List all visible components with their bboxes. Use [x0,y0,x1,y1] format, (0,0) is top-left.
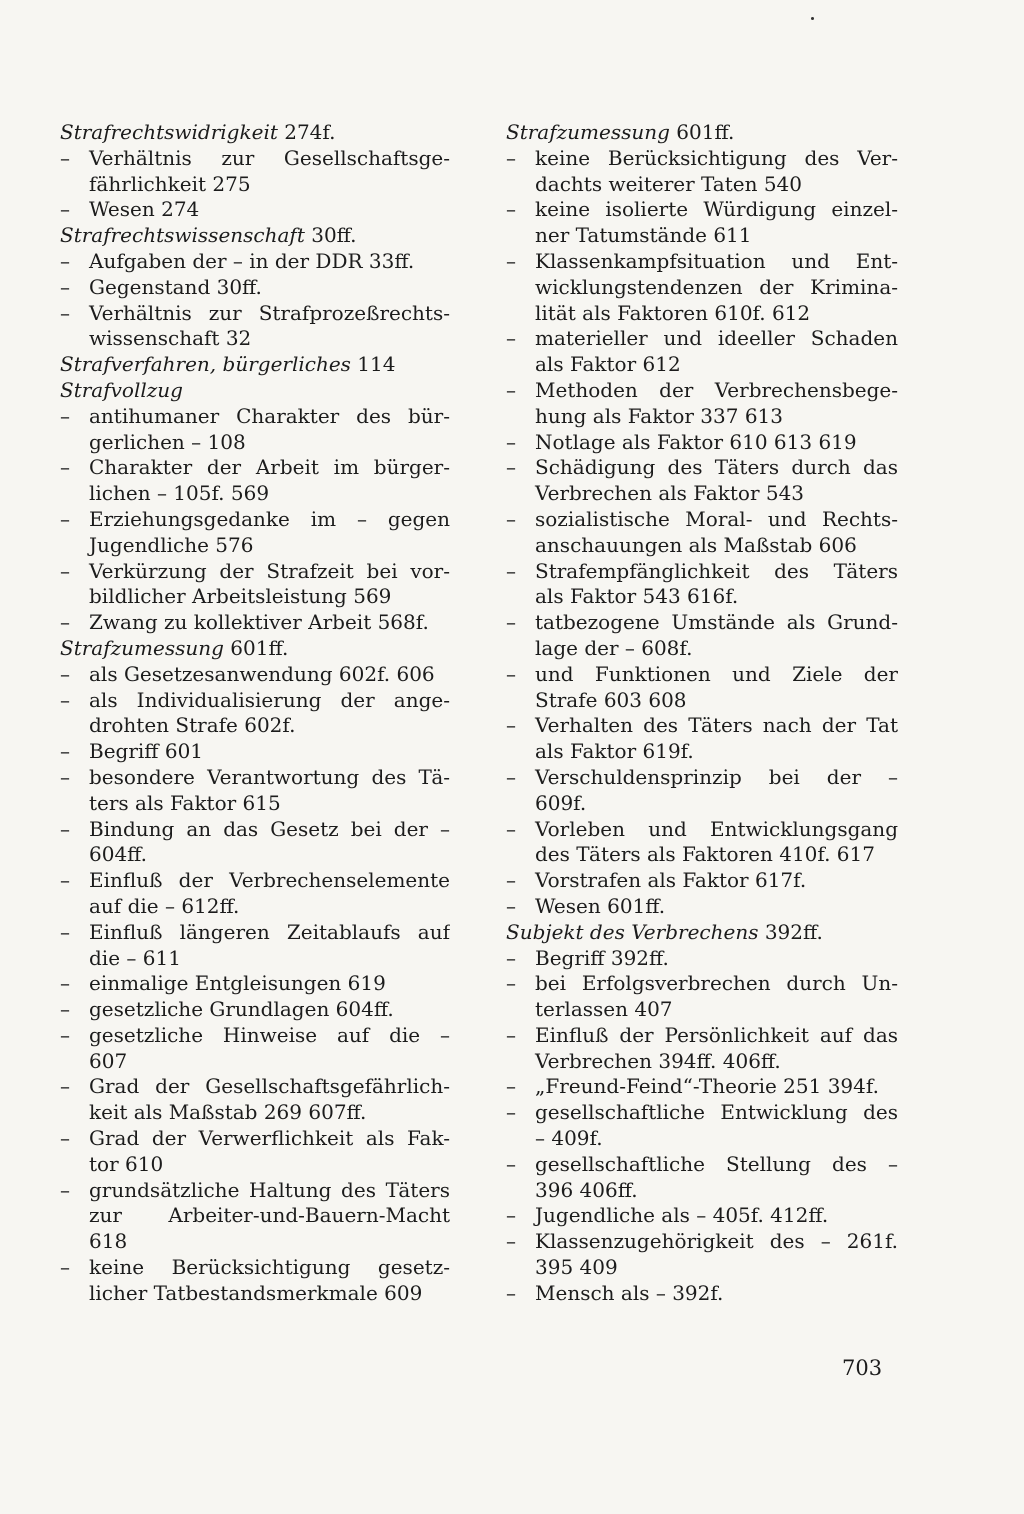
index-subentry-text: Verhältnis zur Strafprozeßrechts- [89,300,450,325]
index-dash: – [60,248,70,273]
index-subentry-text: Aufgaben der – in der DDR 33ff. [89,248,415,273]
index-dash: – [60,661,70,686]
index-continuation: ner Tatumstände 611 [535,223,752,248]
index-page-reference: 114 [350,352,396,377]
index-subentry-text: Vorleben und Entwicklungsgang [535,816,898,841]
index-headword-line [506,920,898,946]
index-subentry [60,1023,450,1049]
index-subentry-text: Notlage als Faktor 610 613 619 [535,429,857,454]
index-dash: – [506,558,516,583]
index-subentry-text: keine isolierte Würdigung einzel- [535,197,898,222]
index-subentry-text: Schädigung des Täters durch das [535,455,898,480]
index-page-reference: 30ff. [304,223,357,248]
index-subentry [60,455,450,481]
index-continuation: fährlichkeit 275 [89,171,251,196]
index-subentry-text: Verhalten des Täters nach der Tat [535,713,898,738]
index-continuation: wissenschaft 32 [89,326,252,351]
index-subentry [506,971,898,997]
index-continuation: bildlicher Arbeitsleistung 569 [89,584,392,609]
index-continuation: wicklungstendenzen der Krimina- [535,274,898,299]
index-dash: – [60,919,70,944]
index-continuation: 609f. [535,790,587,815]
index-dash: – [60,1177,70,1202]
index-dash: – [506,713,516,738]
index-continuation: – 409f. [535,1126,603,1151]
index-continuation: tor 610 [89,1151,164,1176]
index-dash: – [506,764,516,789]
index-dash: – [60,197,70,222]
index-subentry-text: Zwang zu kollektiver Arbeit 568f. [89,610,429,635]
index-continuation: licher Tatbestandsmerkmale 609 [89,1280,423,1305]
index-page-reference: 392ff. [758,919,823,944]
index-subentry [506,1100,898,1126]
index-subentry-text: gesetzliche Hinweise auf die – [89,1022,450,1047]
index-continuation: 604ff. [89,842,148,867]
index-dash: – [506,197,516,222]
index-subentry [506,1281,898,1307]
index-dash: – [60,1126,70,1151]
scan-speck [811,17,814,20]
index-subentry [60,559,450,585]
index-subentry-text: bei Erfolgsverbrechen durch Un- [535,971,898,996]
index-subentry-text: Grad der Verwerflichkeit als Fak- [89,1126,450,1151]
index-subentry-text: besondere Verantwortung des Tä- [89,764,450,789]
index-dash: – [60,558,70,583]
index-subentry [506,1229,898,1255]
index-subentry [60,817,450,843]
index-headword-line [60,223,450,249]
index-subentry-text: Bindung an das Gesetz bei der – [89,816,450,841]
index-continuation: 618 [89,1229,128,1254]
index-dash: – [506,1229,516,1254]
index-subentry [60,1074,450,1100]
index-headword: Strafrechtswidrigkeit [60,120,278,144]
index-subentry [60,507,450,533]
index-subentry-text: antihumaner Charakter des bür- [89,403,450,428]
index-subentry [506,946,898,972]
index-continuation: keit als Maßstab 269 607ff. [89,1100,367,1125]
index-subentry [60,146,450,172]
index-dash: – [506,248,516,273]
index-continuation: die – 611 [89,945,181,970]
index-dash: – [60,997,70,1022]
index-subentry-text: Vorstrafen als Faktor 617f. [535,868,807,893]
index-subentry-text: Einfluß der Persönlichkeit auf das [535,1022,898,1047]
index-dash: – [60,739,70,764]
index-dash: – [506,610,516,635]
index-subentry [60,920,450,946]
index-subentry-text: Erziehungsgedanke im – gegen [89,506,450,531]
index-subentry [60,662,450,688]
index-column-right [506,120,898,1307]
index-subentry [506,1203,898,1229]
index-dash: – [506,1203,516,1228]
index-continuation: des Täters als Faktoren 410f. 617 [535,842,875,867]
index-subentry [506,1152,898,1178]
index-headword: Strafzumessung [506,120,670,144]
index-dash: – [506,455,516,480]
index-dash: – [60,868,70,893]
index-subentry-text: einmalige Entgleisungen 619 [89,971,386,996]
index-dash: – [506,868,516,893]
index-continuation: anschauungen als Maßstab 606 [535,532,857,557]
index-subentry-text: Wesen 601ff. [535,893,666,918]
index-subentry [60,1178,450,1204]
index-subentry [506,817,898,843]
index-subentry [60,610,450,636]
index-dash: – [60,610,70,635]
index-subentry-text: Charakter der Arbeit im bürger- [89,455,450,480]
index-subentry [60,197,450,223]
index-subentry [506,378,898,404]
index-subentry [60,765,450,791]
index-continuation: 396 406ff. [535,1177,638,1202]
index-subentry [60,1255,450,1281]
index-continuation: ters als Faktor 615 [89,790,281,815]
index-subentry [60,739,450,765]
index-subentry-text: materieller und ideeller Schaden [535,326,898,351]
index-subentry [60,997,450,1023]
index-continuation: drohten Strafe 602f. [89,713,296,738]
index-dash: – [60,145,70,170]
index-headword: Subjekt des Verbrechens [506,919,759,944]
index-dash: – [60,300,70,325]
index-continuation: lage der – 608f. [535,635,693,660]
index-dash: – [506,816,516,841]
index-subentry [60,1126,450,1152]
index-subentry-text: Begriff 392ff. [535,945,669,970]
index-subentry-text: Mensch als – 392f. [535,1280,724,1305]
index-dash: – [60,687,70,712]
index-subentry [60,971,450,997]
index-subentry [506,765,898,791]
index-dash: – [506,1074,516,1099]
index-headword-line [60,636,450,662]
index-continuation: Jugendliche 576 [89,532,254,557]
index-subentry [506,197,898,223]
index-subentry-text: „Freund-Feind“-Theorie 251 394f. [535,1074,879,1099]
index-subentry-text: Begriff 601 [89,739,204,764]
index-dash: – [60,1255,70,1280]
index-subentry-text: Wesen 274 [89,197,200,222]
index-column-left [60,120,450,1307]
index-dash: – [60,816,70,841]
index-subentry-text: gesellschaftliche Stellung des – [535,1151,898,1176]
index-dash: – [60,506,70,531]
index-continuation: lität als Faktoren 610f. 612 [535,300,811,325]
index-subentry [60,249,450,275]
index-subentry [506,1023,898,1049]
index-subentry-text: Einfluß längeren Zeitablaufs auf [89,919,450,944]
index-continuation: als Faktor 543 616f. [535,584,739,609]
index-continuation: terlassen 407 [535,997,673,1022]
index-subentry [506,559,898,585]
index-subentry [60,868,450,894]
index-subentry-text: Jugendliche als – 405f. 412ff. [535,1203,829,1228]
index-subentry [506,662,898,688]
index-continuation: 607 [89,1048,128,1073]
index-dash: – [60,274,70,299]
index-dash: – [506,145,516,170]
index-dash: – [506,1022,516,1047]
index-continuation: 395 409 [535,1255,618,1280]
index-subentry-text: tatbezogene Umstände als Grund- [535,610,898,635]
index-subentry-text: Einfluß der Verbrechenselemente [89,868,450,893]
index-dash: – [506,1280,516,1305]
index-continuation: lichen – 105f. 569 [89,481,270,506]
index-subentry-text: und Funktionen und Ziele der [535,661,898,686]
index-subentry-text: Gegenstand 30ff. [89,274,262,299]
index-dash: – [506,326,516,351]
index-subentry [506,894,898,920]
index-subentry [506,455,898,481]
index-subentry-text: grundsätzliche Haltung des Täters [89,1177,450,1202]
index-subentry [506,146,898,172]
index-continuation: hung als Faktor 337 613 [535,403,784,428]
index-subentry [506,868,898,894]
index-subentry-text: gesetzliche Grundlagen 604ff. [89,997,394,1022]
index-page-reference: 601ff. [669,120,735,144]
index-subentry-text: Verhältnis zur Gesellschaftsge- [89,145,450,170]
index-dash: – [506,893,516,918]
index-continuation: als Faktor 612 [535,352,681,377]
index-continuation: auf die – 612ff. [89,893,240,918]
index-headword-line [60,352,450,378]
index-subentry [506,249,898,275]
index-dash: – [60,971,70,996]
page-number: 703 [842,1356,883,1380]
index-dash: – [506,506,516,531]
index-subentry [60,688,450,714]
index-subentry-text: keine Berücksichtigung des Ver- [535,145,898,170]
index-continuation: gerlichen – 108 [89,429,246,454]
index-dash: – [506,1100,516,1125]
index-subentry-text: Klassenkampfsituation und Ent- [535,248,898,273]
index-page-reference: 274f. [277,120,336,144]
index-subentry [506,610,898,636]
index-dash: – [506,377,516,402]
index-dash: – [60,764,70,789]
index-subentry [60,275,450,301]
index-subentry-text: sozialistische Moral- und Rechts- [535,506,898,531]
index-headword-line [506,120,898,146]
index-dash: – [506,661,516,686]
index-dash: – [506,971,516,996]
index-dash: – [60,455,70,480]
index-headword-line [60,120,450,146]
index-subentry [506,713,898,739]
index-subentry [506,430,898,456]
index-subentry-text: Grad der Gesellschaftsgefährlich- [89,1074,450,1099]
index-headword-line [60,378,450,404]
index-continuation: Verbrechen als Faktor 543 [535,481,805,506]
index-subentry-text: Klassenzugehörigkeit des – 261f. [535,1229,898,1254]
index-subentry-text: Verkürzung der Strafzeit bei vor- [89,558,450,583]
index-subentry-text: keine Berücksichtigung gesetz- [89,1255,450,1280]
index-dash: – [60,403,70,428]
index-headword: Strafverfahren, bürgerliches [60,352,351,377]
index-subentry-text: Methoden der Verbrechensbege- [535,377,898,402]
index-subentry-text: gesellschaftliche Entwicklung des [535,1100,898,1125]
index-subentry [60,301,450,327]
index-dash: – [506,1151,516,1176]
index-headword: Strafrechtswissenschaft [60,223,305,248]
index-subentry [506,507,898,533]
index-subentry-text: Verschuldensprinzip bei der – [535,764,898,789]
index-continuation: Verbrechen 394ff. 406ff. [535,1048,781,1073]
index-headword: Strafvollzug [60,377,183,402]
index-continuation: Strafe 603 608 [535,687,687,712]
index-continuation: zur Arbeiter-und-Bauern-Macht [89,1203,450,1228]
index-continuation: als Faktor 619f. [535,739,694,764]
index-headword: Strafzumessung [60,635,224,660]
index-dash: – [60,1074,70,1099]
index-page-reference: 601ff. [223,635,289,660]
index-subentry-text: Strafempfänglichkeit des Täters [535,558,898,583]
index-continuation: dachts weiterer Taten 540 [535,171,803,196]
index-subentry-text: als Individualisierung der ange- [89,687,450,712]
index-subentry [60,404,450,430]
index-dash: – [60,1022,70,1047]
index-subentry [506,1074,898,1100]
index-dash: – [506,429,516,454]
index-dash: – [506,945,516,970]
index-subentry [506,326,898,352]
index-subentry-text: als Gesetzesanwendung 602f. 606 [89,661,435,686]
